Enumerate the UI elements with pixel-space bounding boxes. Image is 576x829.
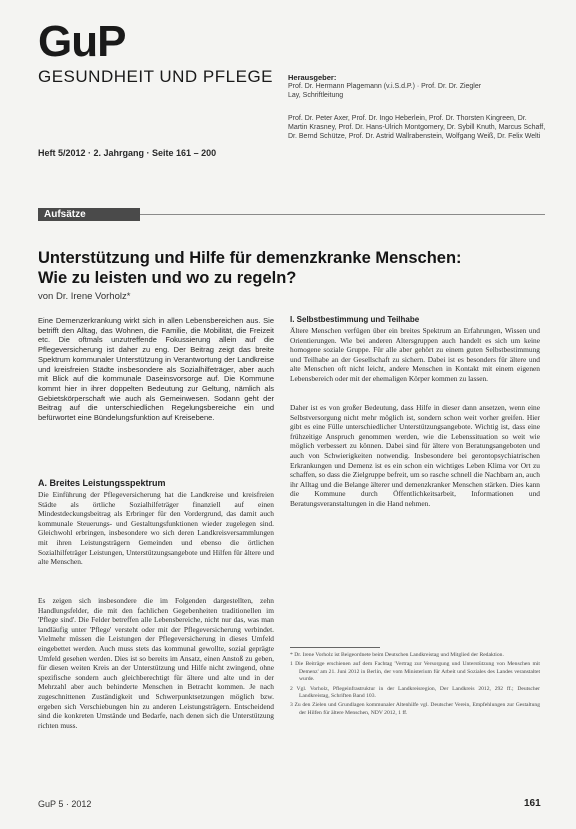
article-author: von Dr. Irene Vorholz* bbox=[38, 291, 131, 302]
paragraph-1a: Ältere Menschen verfügen über ein breites Spektrum an Erfahrungen, Wissen und Orientierungen. Wie bei anderen Altersgruppen auch handelt es sich um keine homogene soziale Gruppe. Für alle aber gehört zu einem guten Selbstbestimmung und Teilhabe an der Gesellschaft zu sichern. Dabei ist es besonders für ältere und alte Menschen oft nicht leicht, andere Menschen in Kontakt mit einem eigenen Lebensbereich oder mit der ehemaligen Körper kommen zu lassen. bbox=[290, 326, 540, 383]
section-heading-1: I. Selbstbestimmung und Teilhabe bbox=[290, 315, 420, 324]
article-abstract: Eine Demenzerkrankung wirkt sich in allen Lebensbereichen aus. Sie betrifft den Alltag, das Wohnen, die Familie, die Mobilität, die Freizeit etc. Die oftmals unzutreffende Fokussierung allein auf die Pflegeversicherung ist daher zu eng. Der Beitrag zeigt das breite Spektrum kommunaler Unterstützung in Verantwortung der Landkreise und kreisfreien Städte insbesondere als Sozialhilfeträger, aber auch mit Blick auf die kommunale Daseinsvorsorge auf. Die Kommune kommt hier in ihrer doppelten Bedeutung zur Geltung, nämlich als Gebietskörperschaft wie auch als Gemeinwesen. Sodann geht der Beitrag auf die unterschiedlichen Regelungsbereiche ein und befürwortet eine Bündelungsfunktion auf Kreisebene. bbox=[38, 316, 274, 423]
editors-line-1: Prof. Dr. Hermann Plagemann (v.i.S.d.P.) · Prof. Dr. Dr. Ziegler bbox=[288, 83, 482, 90]
editorial-board: Prof. Dr. Peter Axer, Prof. Dr. Ingo Heberlein, Prof. Dr. Thorsten Kingreen, Dr. Martin Krasney, Prof. Dr. Hans-Ulrich Montgomery, Dr. Sybill Knuth, Marcus Schaff, Dr. Bernd Schütze, Prof. Dr. Astrid Wallrabenstein, Wolfgang Weiß, Dr. Felix Welti bbox=[288, 115, 546, 140]
section-label: Aufsätze bbox=[44, 209, 86, 220]
issue-line: Heft 5/2012 · 2. Jahrgang · Seite 161 – 200 bbox=[38, 148, 217, 158]
page-number: 161 bbox=[524, 798, 541, 809]
journal-name: GESUNDHEIT UND PFLEGE bbox=[38, 67, 274, 86]
footnote: 1 Die Beiträge erschienen auf dem Fachtag 'Vertrag zur Versorgung und Unterstützung von Menschen mit Demenz' am 21. Juni 2012 in Berlin, der vom Ministerium für Arbeit und Soziales des Landes veranstaltet wurde. bbox=[290, 661, 540, 683]
editors-block bbox=[288, 73, 546, 141]
section-heading-a: A. Breites Leistungsspektrum bbox=[38, 478, 166, 488]
paragraph-a2: Es zeigen sich insbesondere die im Folgenden dargestellten, zehn Handlungsfelder, die mit den fachlichen Gegebenheiten traditionellen im 'Pflege sind'. Die Felder betreffen alle Lebensbereiche, nicht nur das, was man landläufig unter 'Pflege' versteht oder mit der Pflegeversicherung verbindet. Vielmehr müssen die Leistungen der Pflegeversicherung in dieses Umfeld eingebettet werden. Auch muss stets das kommunal gewollte, sozial geprägte Umfeld gesehen werden. Dies ist so bereits im Ansatz, einen Anstoß zu geben, für diesen weiten Kreis an der Unterstützung und Hilfe nicht zwingend, ohne spezifische sondern auch gleichberechtigt für ältere und alte und in der Mehrzahl aber auch behinderte Menschen in Betracht kommen. Je nach zugeschnittenen Zuständigkeit und Schwerpunktsetzungen möglich bzw. ergeben sich Verschiebungen hin zu anderen Leistungsträgern. Entscheidend sind die konkreten Umstände und Bedarfe, nach denen sich die Unterstützung richten muss. bbox=[38, 596, 274, 730]
footnotes bbox=[290, 652, 540, 719]
article-title bbox=[38, 248, 538, 288]
footnote: 3 Zu den Zielen und Grundlagen kommunaler Altenhilfe vgl. Deutscher Verein, Empfehlungen zur Gestaltung der Hilfen für ältere Menschen, NDV 2012, 1 ff. bbox=[290, 702, 540, 716]
section-rule bbox=[140, 214, 545, 215]
journal-logo: GuP bbox=[38, 17, 126, 66]
footnote-rule bbox=[290, 647, 380, 648]
editors-line-2: Lay, Schriftleitung bbox=[288, 92, 344, 99]
editors-heading: Herausgeber: bbox=[288, 73, 337, 82]
paragraph-a1: Die Einführung der Pflegeversicherung hat die Landkreise und kreisfreien Städte als örtliche Sozialhilfeträger finanziell auf einen Mindestdeckungsbeitrag als Erbringer für den Vordergrund, das damit auch kommunale Steuerungs- und Gestaltungsfunktionen wieder zugelegen sind. Gleichwohl erbringen, insbesondere wo sich deren Landkreisversammlungen mit ihren Leistungsträgern Gemeinden und ebenso die örtlichen Sozialhilfeträger Leistungen, Unterstützungsangebote und Hilfen für ältere und alte Menschen. bbox=[38, 490, 274, 567]
paragraph-1b: Daher ist es von großer Bedeutung, dass Hilfe in dieser dann ansetzen, wenn eine Selbstversorgung nicht mehr möglich ist, sondern schon weit vorher greifen. Hier gibt es eine Fülle unterschiedlicher Unterstützungsangebote. Wichtig ist, dass eine frühzeitige Anspruch genommen werden, wie die Lebenssituation so weit wie möglich verbessert zu können. Dabei sind für ältere von Beratungsangeboten und auch von Schwierigkeiten notwendig. Insbesondere bei gerontopsychiatrischen Erkrankungen und Demenz ist es ein schon ein wichtiges Leben Klima vor Ort zu schaffen, so dass die Zielgruppe befreit, um so rasche schnell die Nachbarn an, auch ihr Alltag und die Belange älterer und demenzkranker Menschen stärken. Dies kann die Kommune durch Öffentlichkeitsarbeit, Informationen und Beratungsveranstaltungen in die Hand nehmen. bbox=[290, 403, 540, 508]
footnote: 2 Vgl. Vorholz, Pflegeinfrastruktur in der Landkreisregion, Der Landkreis 2012, 292 ff.; Deutscher Landkreistag, Schriften Band 103. bbox=[290, 685, 540, 700]
footnote: * Dr. Irene Vorholz ist Beigeordnete beim Deutschen Landkreistag und Mitglied der Redaktion. bbox=[290, 652, 504, 658]
article-title-line-1: Unterstützung und Hilfe für demenzkranke Menschen: bbox=[38, 249, 462, 267]
article-title-line-2: Wie zu leisten und wo zu regeln? bbox=[38, 269, 297, 287]
footer-journal-issue: GuP 5 · 2012 bbox=[38, 799, 92, 809]
